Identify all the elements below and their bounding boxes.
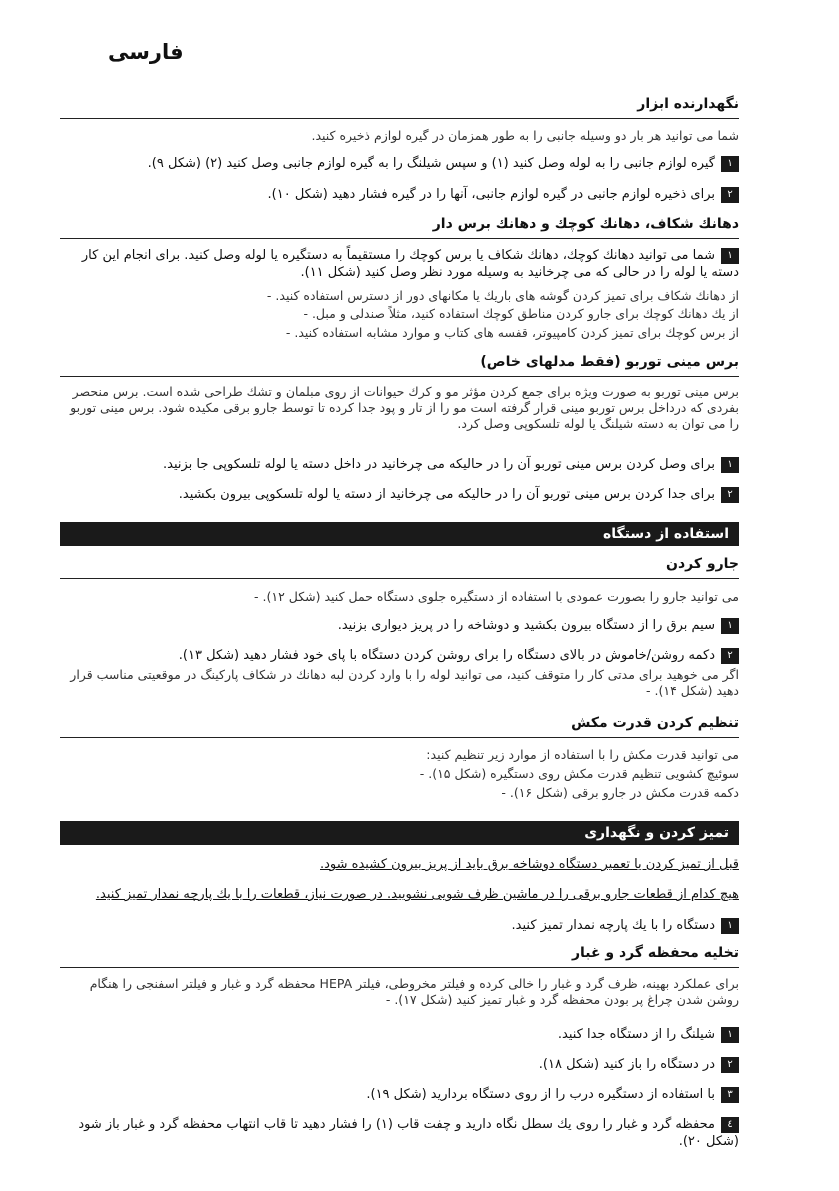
step-text: دستگاه را با یك پارچه نمدار تمیز كنید. [511, 918, 715, 933]
section-heading-turbo-brush: برس مینی توربو (فقط مدلهای خاص) [60, 354, 739, 377]
tool-holder-intro: شما می توانید هر بار دو وسیله جانبی را به طور همزمان در گیره لوازم ذخیره کنید. [311, 128, 739, 143]
tool-holder-step-2 [60, 186, 739, 203]
cleaning-warning-2: هیچ كدام از قطعات جارو برقی را در ماشین ظرف شویی نشویید. در صورت نیاز، قطعات را با یك پارچه نمدار تمیز كنید. [95, 887, 739, 902]
nozzles-bullet-1: از دهانك شكاف برای تمیز كردن گوشه های باریك یا مكانهای دور از دسترس استفاده كنید. - [266, 288, 739, 303]
bullet-text: از برس كوچك برای تمیز كردن كامپیوتر، قفسه های كتاب و موارد مشابه استفاده كنید. [294, 325, 739, 340]
emptying-step-2 [60, 1056, 739, 1073]
step-text: محفظه گرد و غبار را روی یك سطل نگاه دارید و چفت قاب (۱) را فشار دهید تا قاب انتهاب محفظه گرد و غبار باز شود (شكل ۲۰). [78, 1117, 739, 1149]
step-text: با استفاده از دستگیره درب را از روی دستگاه بردارید (شكل ۱۹). [366, 1087, 715, 1102]
bullet-text: اگر می خوهید برای مدتی كار را متوقف كنید، می توانید لوله را با وارد كردن لبه دهانك در شكاف پاركینگ در موقعیتی مناسب قرار دهید (شكل ۱۴). [70, 667, 739, 698]
step-text: برای جدا كردن برس مینی توربو آن را در حالیكه می چرخانید از دسته یا لوله تلسكوپی بیرون بكشید. [178, 487, 715, 502]
bullet-text: دكمه قدرت مكش در جارو برقی (شكل ۱۶). [509, 785, 739, 800]
nozzles-bullet-3: از برس كوچك برای تمیز كردن كامپیوتر، قفسه های كتاب و موارد مشابه استفاده كنید. - [285, 325, 739, 340]
step-number: ٢ [721, 187, 739, 203]
section-heading-suction-power: تنظیم كردن قدرت مكش [60, 715, 739, 738]
step-number: ٤ [721, 1117, 739, 1133]
step-number: ٢ [721, 648, 739, 664]
section-heading-emptying: تخلیه محفظه گرد و غبار [60, 945, 739, 968]
cleaning-warning-1: قبل از تمیز كردن یا تعمیر دستگاه دوشاخه برق باید از پریز بیرون كشیده شود. [320, 857, 739, 872]
bullet-text: می توانید جارو را بصورت عمودی با استفاده از دستگیره جلوی دستگاه حمل كنید (شكل ۱۲). [262, 589, 739, 604]
step-text: دكمه روشن/خاموش در بالای دستگاه را برای روشن كردن دستگاه با پای خود فشار دهید (شكل ۱۳). [178, 648, 715, 663]
nozzles-step-1 [60, 247, 739, 281]
suction-intro: می توانید قدرت مكش را با استفاده از موارد زیر تنظیم كنید: [426, 747, 739, 762]
turbo-step-2 [60, 486, 739, 503]
step-number: ٢ [721, 487, 739, 503]
bullet-text: از دهانك شكاف برای تمیز كردن گوشه های باریك یا مكانهای دور از دسترس استفاده كنید. [275, 288, 739, 303]
step-text: برای وصل كردن برس مینی توربو آن را در حالیكه می چرخانید در داخل دسته یا لوله تلسكوپی جا بزنید. [163, 457, 715, 472]
section-heading-nozzles: دهانك شكاف، دهانك كوچك و دهانك برس دار [60, 216, 739, 239]
step-number: ١ [721, 156, 739, 172]
step-number: ٢ [721, 1057, 739, 1073]
step-number: ١ [721, 457, 739, 473]
step-number: ١ [721, 1027, 739, 1043]
step-text: شما می توانید دهانك كوچك، دهانك شكاف یا برس كوچك را مستقیماً به دستگیره یا لوله وصل كنید. برای انجام این كار دسته یا لوله را در حالی كه می چرخانید به وسیله مورد نظر وصل كنید (شكل ۱۱). [81, 248, 739, 280]
step-number: ١ [721, 918, 739, 934]
cleaning-step-1 [60, 917, 739, 934]
vacuuming-step-2 [60, 647, 739, 664]
bullet-text: از یك دهانك كوچك برای جارو كردن مناطق كوچك استفاده كنید، مثلاً صندلی و مبل. [311, 306, 739, 321]
vacuuming-step-2-bullet: اگر می خوهید برای مدتی كار را متوقف كنید، می توانید لوله را با وارد كردن لبه دهانك در شكاف پاركینگ در موقعیتی مناسب قرار دهید (شكل ۱۴). - [70, 667, 739, 698]
language-title: فارسی [108, 40, 184, 64]
section-heading-vacuuming: جارو كردن [60, 556, 739, 579]
emptying-bullet: برای عملكرد بهینه، ظرف گرد و غبار را خالی كرده و فیلتر مخروطی، فیلتر HEPA محفظه گرد و غبار و فیلتر اسفنجی را هنگام روشن شدن چراغ پر بودن محفظه گرد و غبار تمیز كنید (شكل ۱۷). - [89, 976, 739, 1007]
bullet-text: سوئیچ كشویی تنظیم قدرت مكش روی دستگیره (شكل ۱۵). [428, 766, 739, 781]
tool-holder-step-1 [60, 155, 739, 172]
step-number: ٣ [721, 1087, 739, 1103]
step-text: برای ذخیره لوازم جانبی در گیره لوازم جانبی، آنها را در گیره فشار دهید (شکل ۱۰). [267, 187, 715, 202]
step-text: گیره لوازم جانبی را به لوله وصل کنید (۱) و سپس شیلنگ را به گیره لوازم جانبی وصل کنید (۲) (شکل ۹). [147, 156, 715, 171]
suction-bullet-2: دكمه قدرت مكش در جارو برقی (شكل ۱۶). - [501, 785, 739, 800]
vacuuming-bullet: می توانید جارو را بصورت عمودی با استفاده از دستگیره جلوی دستگاه حمل كنید (شكل ۱۲). - [254, 589, 739, 604]
turbo-intro: برس مینی توربو به صورت ویژه برای جمع كردن مؤثر مو و كرك حیوانات از روی مبلمان و تشك طراحی شده است. برس منحصر بفردی كه درداخل برس توربو مینی قرار گرفته است مو را از تار و پود جدا كرده تا توسط جارو برقی مكیده شود. برس مینی توربو را می توان به دسته شیلنگ یا لوله تلسكوپی وصل كرد. [70, 384, 739, 431]
suction-bullet-1: سوئیچ كشویی تنظیم قدرت مكش روی دستگیره (شكل ۱۵). - [419, 766, 739, 781]
step-text: سیم برق را از دستگاه بیرون بكشید و دوشاخه را در پریز دیواری بزنید. [337, 618, 715, 633]
step-number: ١ [721, 618, 739, 634]
section-heading-tool-holder: نگهدارنده ابزار [60, 96, 739, 119]
bullet-text: برای عملكرد بهینه، ظرف گرد و غبار را خالی كرده و فیلتر مخروطی، فیلتر HEPA محفظه گرد و غبار و فیلتر اسفنجی را هنگام روشن شدن چراغ پر بودن محفظه گرد و غبار تمیز كنید (شكل ۱۷). [89, 976, 739, 1007]
step-number: ١ [721, 248, 739, 264]
section-bar-cleaning: تمیز كردن و نگهداری [60, 821, 739, 845]
nozzles-bullet-2: از یك دهانك كوچك برای جارو كردن مناطق كوچك استفاده كنید، مثلاً صندلی و مبل. - [303, 306, 739, 321]
emptying-step-1 [60, 1026, 739, 1043]
emptying-step-3 [60, 1086, 739, 1103]
vacuuming-step-1 [60, 617, 739, 634]
section-bar-using-appliance: استفاده از دستگاه [60, 522, 739, 546]
step-text: شیلنگ را از دستگاه جدا كنید. [557, 1027, 715, 1042]
emptying-step-4 [60, 1116, 739, 1150]
turbo-step-1 [60, 456, 739, 473]
step-text: در دستگاه را باز كنید (شكل ۱۸). [538, 1057, 715, 1072]
